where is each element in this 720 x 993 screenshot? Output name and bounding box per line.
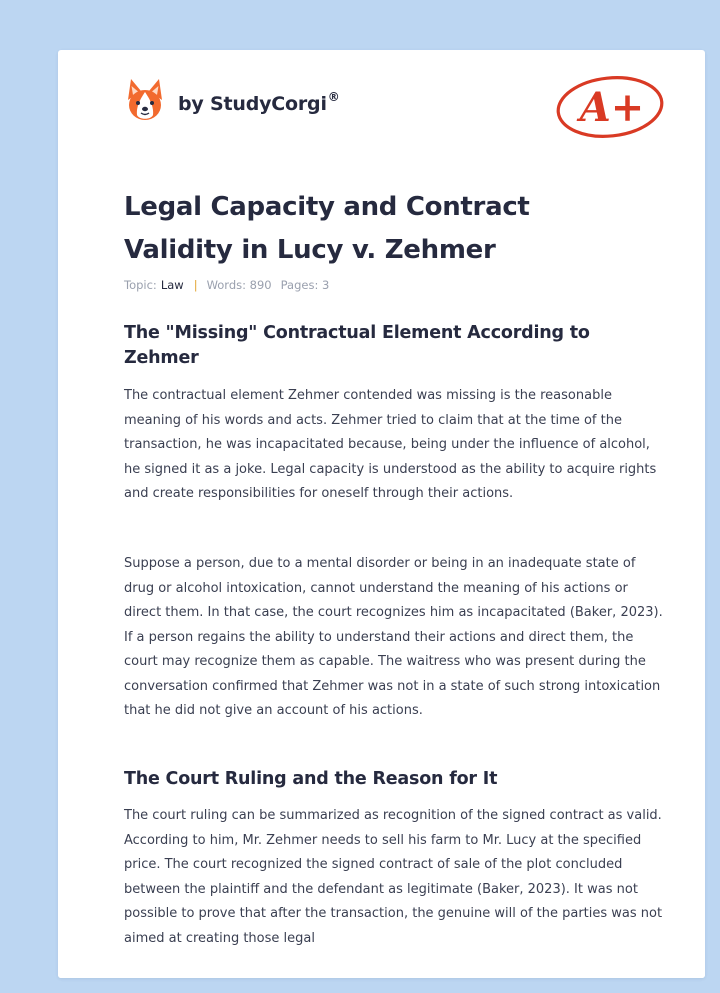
essay-meta [124,278,329,292]
paragraph: The court ruling can be summarized as recognition of the signed contract as valid. According to him, Mr. Zehmer needs to sell his farm to Mr. Lucy at the specified price. The court recognized the signed contract of sale of the plot concluded between the plaintiff and the defendant as legitimate (Baker, 2023). It was not possible to prove that after the transaction, the genuine will of the parties was not aimed at creating those legal [124,808,663,946]
meta-separator: | [193,278,198,292]
brand-name: by StudyCorgi® [178,89,340,115]
corgi-logo-icon [124,76,166,124]
grade-a-plus-badge [554,72,666,140]
topic-value[interactable]: Law [160,278,184,292]
essay-title: Legal Capacity and Contract Validity in Lucy v. Zehmer [124,192,530,265]
pages-value: 3 [321,278,330,292]
paragraph: Suppose a person, due to a mental disorder or being in an inadequate state of drug or alcohol intoxication, cannot understand the meaning of his actions or direct them. In that case, the court recognizes him as incapacitated (Baker, 2023). If a person regains the ability to understand their actions and direct them, the court may recognize them as capable. The waitress who was present during the conversation confirmed that Zehmer was not in a state of such strong intoxication that he did not give an account of his actions. [124,556,663,718]
page-bottom-fade [58,952,705,978]
paragraph: The contractual element Zehmer contended was missing is the reasonable meaning of his words and acts. Zehmer tried to claim that at the time of the transaction, he was incapacitated because, being under the influence of alcohol, he signed it as a joke. Legal capacity is understood as the ability to acquire rights and create responsibilities for oneself through their actions. [124,388,657,501]
essay-page [58,50,705,978]
words-value: 890 [249,278,272,292]
topic-label: Topic: [124,278,157,292]
section-heading: The Court Ruling and the Reason for It [124,769,498,789]
words-label: Words: [206,278,246,292]
brand-header[interactable] [124,76,340,124]
section-heading: The "Missing" Contractual Element According to Zehmer [124,323,590,368]
registered-mark: ® [327,89,340,104]
pages-label: Pages: [280,278,319,292]
grade-text: A+ [579,84,645,131]
